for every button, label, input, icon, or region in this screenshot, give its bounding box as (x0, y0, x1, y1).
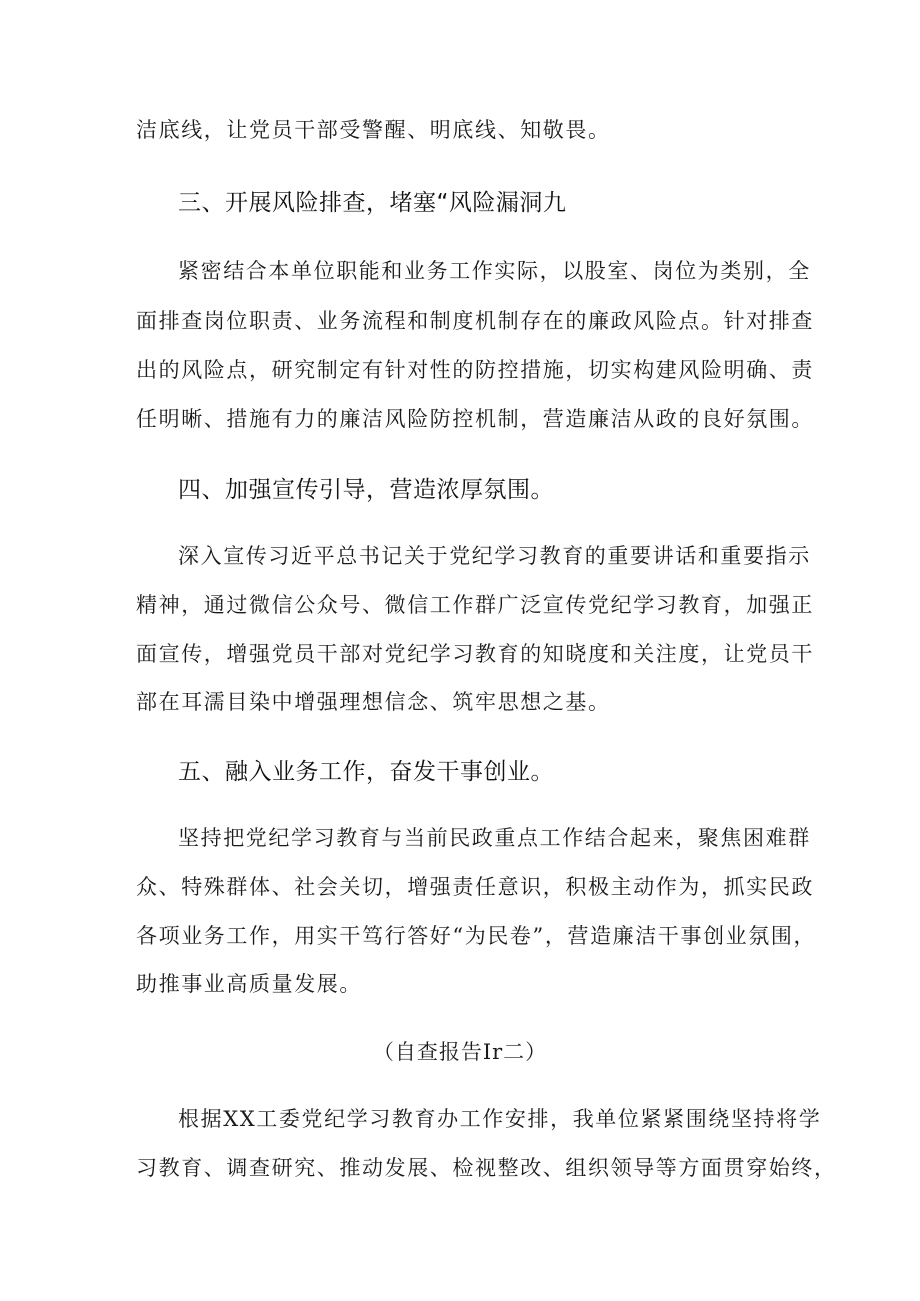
section-heading-4: 四、加强宣传引导，营造浓厚氛围。 (178, 477, 554, 503)
paragraph-line: 面排查岗位职责、业务流程和制度机制存在的廉政风险点。针对排查 (136, 309, 814, 333)
paragraph-line: 深入宣传习近平总书记关于党纪学习教育的重要讲话和重要指示 (178, 544, 811, 568)
paragraph-line: 任明晰、措施有力的廉洁风险防控机制，营造廉洁从政的良好氛围。 (136, 407, 814, 431)
paragraph-line: 习教育、调查研究、推动发展、检视整改、组织领导等方面贯穿始终， (136, 1156, 837, 1180)
report-title: （自查报告Ir二） (372, 1040, 548, 1064)
paragraph-line: 面宣传，增强党员干部对党纪学习教育的知晓度和关注度，让党员干 (136, 642, 814, 666)
paragraph-line: 坚持把党纪学习教育与当前民政重点工作结合起来，聚焦困难群 (178, 826, 811, 850)
paragraph-line: 助推事业高质量发展。 (136, 972, 362, 996)
paragraph-line: 众、特殊群体、社会关切，增强责任意识，积极主动作为，抓实民政 (136, 875, 814, 899)
section-heading-5: 五、融入业务工作，奋发干事创业。 (178, 759, 554, 785)
paragraph-line: 各项业务工作，用实干笃行答好“为民卷”，营造廉洁干事创业氛围， (136, 924, 817, 948)
paragraph-line: 紧密结合本单位职能和业务工作实际，以股室、岗位为类别，全 (178, 259, 811, 283)
paragraph-line: 洁底线，让党员干部受警醒、明底线、知敬畏。 (136, 118, 611, 142)
section-heading-3: 三、开展风险排查，堵塞“风险漏洞九 (178, 190, 567, 216)
paragraph-line: 出的风险点，研究制定有针对性的防控措施，切实构建风险明确、责 (136, 358, 814, 382)
paragraph-line: 精神，通过微信公众号、微信工作群广泛宣传党纪学习教育，加强正 (136, 593, 814, 617)
paragraph-line: 部在耳濡目染中增强理想信念、筑牢思想之基。 (136, 690, 611, 714)
paragraph-line: 根据XX工委党纪学习教育办工作安排，我单位紧紧围绕坚持将学 (178, 1107, 822, 1131)
